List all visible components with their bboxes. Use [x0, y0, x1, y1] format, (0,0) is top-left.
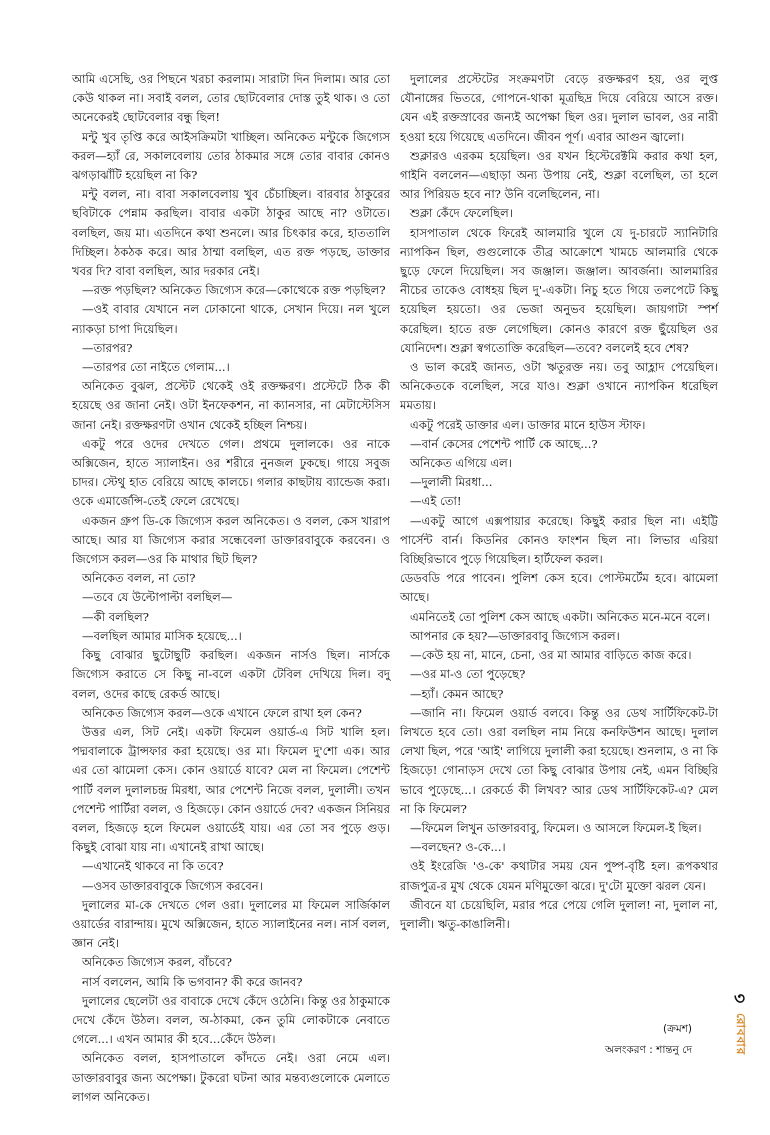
paragraph: —ওসব ডাক্তারবাবুকে জিগ্যেস করবেন।: [82, 878, 263, 893]
illustration-credit: অলংকরণ : শান্তনু দে: [605, 1044, 692, 1056]
paragraph: —জানি না। ফিমেল ওয়ার্ড বলবে। কিন্তু ওর ডেথ সার্টিফিকেট-টা লিখতে হবে তো। ওরা বলছিল নাম নিয়ে কনফিউশন আছে। দুলাল লেখা ছিল, পরে 'আই' লাগিয়ে দুলালী করা হয়েছে। শুনলাম, ও না কি হিজড়ে! গোনাড়স দেখে তো কিছু বোঝার উপায় নেই, এমন বিচ্ছিরি ভাবে পুড়েছে...। রেকর্ডে কী লিখব? আর ডেথ সার্টিফিকেট-এ? মেল না কি ফিমেল?: [400, 705, 718, 816]
paragraph: উত্তর এল, সিট নেই। একটা ফিমেল ওয়ার্ড-এ সিট খালি হল। পদ্মবালাকে ট্রান্সফার করা হয়েছে। ওর মা। ফিমেল দু'শো এক। আর এর তো ঝামেলা কেস। কোন ওয়ার্ডে যাবে? মেল না ফিমেল। পেশেন্ট পার্টি বলল দুলালচন্দ্র মিরধা, আর পেশেন্ট নিজে বলল, দুলালী। তখন পেশেন্ট পার্টিরা বলল, ও হিজড়ে। কোন ওয়ার্ডে দেব? একজন সিনিয়র বলল, হিজড়ে হলে ফিমেল ওয়ার্ডেই যায়। এর তো সব পুড়ে গুড়। কিছুই বোঝা যায় না। এখানেই রাখা আছে।: [72, 724, 390, 855]
paragraph: ওই ইংরেজি 'ও-কে' কথাটার সময় যেন পুষ্প-বৃষ্টি হল। রূপকথার রাজপুত্র-র মুখ থেকে যেমন মণিমুক্তো ঝরে। দু'টো মুক্তো ঝরল যেন।: [400, 859, 718, 893]
paragraph: মন্টু বলল, না। বাবা সকালবেলায় খুব চেঁচাচ্ছিল। বারবার ঠাকুরের ছবিটাকে পেন্নাম করছিল। বাবার একটা ঠাকুর আছে না? ওটাতে। বলছিল, জয় মা। এতদিনে কথা শুনলে। আর চিৎকার করে, হাততালি দিচ্ছিল। ঠকঠক করে। আর ঠাম্মা বলছিল, এত রক্ত পড়ছে, ডাক্তার খবর দি? বাবা বলছিল, আর দরকার নেই।: [72, 187, 390, 279]
paragraph: ডেডবডি পরে পাবেন। পুলিশ কেস হবে। পোস্টমর্টেম হবে। ঝামেলা আছে।: [400, 571, 718, 605]
paragraph: —রক্ত পড়ছিল? অনিকেত জিগ্যেস করে—কোত্থেকে রক্ত পড়ছিল?: [82, 283, 386, 298]
paragraph: এমনিতেই তো পুলিশ কেস আছে একটা। অনিকেত মনে-মনে বলে।: [410, 609, 710, 624]
paragraph: শুক্লা কেঁদে ফেলেছিল।: [410, 206, 513, 221]
paragraph: —তবে যে উল্টোপাল্টা বলছিল—: [82, 590, 233, 605]
paragraph: —তারপর তো নাইতে গেলাম...।: [82, 360, 230, 375]
paragraph: দুলালের প্রস্টেটের সংক্রমণটা বেড়ে রক্তক্ষরণ হয়, ওর লুপ্ত যৌনাঙ্গের ভিতরে, গোপনে-থাকা মূত্রছিদ্র দিয়ে বেরিয়ে আসে রক্ত। যেন এই রক্তস্রাবের জন্যই অপেক্ষা ছিল ওর। দুলাল ভাবল, ওর নারী হওয়া হয়ে গিয়েছে এতদিনে। জীবন পূর্ণ। এবার আগুন জ্বালো।: [400, 72, 718, 144]
paragraph: —এই তো!: [410, 494, 462, 509]
paragraph: —বার্ন কেসের পেশেন্ট পার্টি কে আছে...?: [410, 436, 598, 451]
paragraph: কিছু বোঝার ছুটোছুটি করছিল। একজন নার্সও ছিল। নার্সকে জিগ্যেস করাতে সে কিছু না-বলে একটা টেবিল দেখিয়ে দিল। বদু বলল, ওদের কাছে রেকর্ড আছে।: [72, 648, 390, 701]
paragraph: —দুলালী মিরধা...: [410, 475, 493, 490]
page-number: ৩: [734, 989, 746, 1009]
paragraph: আমি এসেছি, ওর পিছনে খরচা করলাম। সারাটা দিন দিলাম। আর তো কেউ থাকল না। সবাই বলল, তোর ছোটবেলার দোস্ত তুই থাক। ও তো অনেকেরই ছোটবেলার বন্ধু ছিল!: [72, 72, 390, 125]
paragraph: শুক্লারও এরকম হয়েছিল। ওর যখন হিস্টেরেক্টমি করার কথা হল, গাইনি বললেন—এছাড়া অন্য উপায় নেই, শুক্লা বলেছিল, তা হলে আর পিরিয়ড হবে না? উনি বলেছিলেন, না।: [400, 148, 718, 202]
right-column: [400, 70, 718, 934]
paragraph: জীবনে যা চেয়েছিলি, মরার পরে পেয়ে গেলি দুলাল! না, দুলাল না, দুলালী। ঋতু-কাঙালিনী।: [400, 897, 718, 931]
paragraph: —তারপর?: [82, 340, 133, 355]
paragraph: একটু পরেই ডাক্তার এল। ডাক্তার মানে হাউস স্টাফ।: [410, 417, 646, 432]
paragraph: মন্টু খুব তৃপ্তি করে আইসক্রিমটা খাচ্ছিল। অনিকেত মন্টুকে জিগ্যেস করল—হ্যাঁ রে, সকালবেলায় তোর ঠাকমার সঙ্গে তোর বাবার কোনও ঝগড়াঝাঁটি হয়েছিল না কি?: [72, 129, 390, 183]
paragraph: অনিকেত বলল, হাসপাতালে কাঁদতে নেই। ওরা নেমে এল। ডাক্তারবাবুর জন্য অপেক্ষা। টুকরো ঘটনা আর মন্তব্যগুলোকে মেলাতে লাগল অনিকেত।: [72, 1051, 390, 1104]
magazine-brand: রোববার: [734, 1013, 748, 1056]
paragraph: হাসপাতাল থেকে ফিরেই আলমারি খুলে যে দু-চারটে স্যানিটারি ন্যাপকিন ছিল, গুগুলোকে তীব্র আক্রোশে খামচে আলমারি থেকে ছুড়ে ফেলে দিয়েছিল। সব জঞ্জাল। জঞ্জাল। আবর্জনা। আলমারির নীচের তাকেও বোধহয় ছিল দু'-একটা। নিচু হতে গিয়ে তলপেটে কিছু হয়েছিল হয়তো। ওর ভেজা অনুভব হয়েছিল। জায়গাটা স্পর্শ করেছিল। হাতে রক্ত লেগেছিল। কোনও কারণে রক্ত ছুঁয়েছিল ওর যোনিদেশ। শুক্লা স্বগতোক্তি করেছিল—তবে? বললেই হবে শেষ?: [400, 225, 718, 355]
paragraph: একটু পরে ওদের দেখতে গেল। প্রথমে দুলালকে। ওর নাকে অক্সিজেন, হাতে স্যালাইন। ওর শরীরে নুনজল ঢুকছে। গায়ে সবুজ চাদর। স্টেথু হাত বেরিয়ে আছে কালচে। গলার কাছটায় ব্যান্ডেজ করা। ওকে এমার্জেন্সি-তেই ফেলে রেখেছে।: [72, 436, 390, 509]
paragraph: —একটু আগে এক্সপায়ার করেছে। কিছুই করার ছিল না। এইট্টি পার্সেন্ট বার্ন। কিডনির কোনও ফাংশন ছিল না। লিভার এরিয়া বিচ্ছিরিভাবে পুড়ে গিয়েছিল। হার্টফেল করল।: [400, 513, 718, 567]
continued-label: (ক্রমশ): [662, 1023, 692, 1035]
paragraph: —বলছেন? ও-কে...।: [410, 840, 506, 855]
left-column: [72, 70, 390, 1107]
paragraph: অনিকেত এগিয়ে এল।: [410, 456, 512, 471]
paragraph: অনিকেত জিগ্যেস করল—ওকে এখানে ফেলে রাখা হল কেন?: [82, 705, 362, 720]
paragraph: —কেউ হয় না, মানে, চেনা, ওর মা আমার বাড়িতে কাজ করে।: [410, 648, 692, 663]
paragraph: একজন গ্রুপ ডি-কে জিগ্যেস করল অনিকেত। ও বলল, কেস খারাপ আছে। আর যা জিগ্যেস করার সন্ধেবেলা ডাক্তারবাবুকে করবেন। ও জিগ্যেস করল—ওর কি মাথার ছিট ছিল?: [72, 513, 390, 567]
paragraph: অনিকেত জিগ্যেস করল, বাঁচবে?: [82, 955, 232, 970]
paragraph: অনিকেত বুঝল, প্রস্টেট থেকেই ওই রক্তক্ষরণ। প্রস্টেটে ঠিক কী হয়েছে ওর জানা নেই। ওটা ইনফেকশন, না ক্যানসার, না মেটাস্টেসিস জানা নেই। রক্তক্ষরণটা ওখান থেকেই হচ্ছিল নিশ্চয়।: [72, 379, 390, 432]
paragraph: দুলালের মা-কে দেখতে গেল ওরা। দুলালের মা ফিমেল সার্জিকাল ওয়ার্ডের বারান্দায়। মুখে অক্সিজেন, হাতে স্যালাইনের নল। নার্স বলল, জ্ঞান নেই।: [72, 897, 390, 951]
paragraph: —ফিমেল লিখুন ডাক্তারবাবু, ফিমেল। ও আসলে ফিমেল-ই ছিল।: [410, 820, 702, 835]
paragraph: নার্স বললেন, আমি কি ভগবান? কী করে জানব?: [82, 974, 303, 989]
paragraph: —কী বলছিল?: [82, 609, 149, 624]
paragraph: ও ভাল করেই জানত, ওটা ঋতুরক্ত নয়। তবু আহ্লাদ পেয়েছিল। অনিকেতকে বলেছিল, সরে যাও। শুক্লা ওখানে ন্যাপকিন ধরেছিল মমতায়।: [400, 360, 718, 413]
paragraph: দুলালের ছেলেটা ওর বাবাকে দেখে কেঁদে ওঠেনি। কিন্তু ওর ঠাকুমাকে দেখে কেঁদে উঠল। বলল, অ-ঠাকমা, কেন তুমি লোকটাকে নেবাতে গেলে...। এখন আমার কী হবে...কেঁদে উঠল।: [72, 993, 390, 1047]
paragraph: —ওই বাবার যেখানে নল ঢোকানো থাকে, সেখান দিয়ে। নল খুলে ন্যাকড়া চাপা দিয়েছিল।: [72, 302, 390, 336]
paragraph: —হ্যাঁ। কেমন আছে?: [410, 686, 504, 701]
paragraph: —ওর মা-ও তো পুড়েছে?: [410, 667, 526, 682]
paragraph: অনিকেত বলল, না তো?: [82, 571, 196, 586]
paragraph: —বলছিল আমার মাসিক হয়েছে...।: [82, 628, 242, 643]
paragraph: —এখানেই থাকবে না কি তবে?: [82, 859, 224, 874]
paragraph: আপনার কে হয়?—ডাক্তারবাবু জিগ্যেস করল।: [410, 628, 620, 643]
